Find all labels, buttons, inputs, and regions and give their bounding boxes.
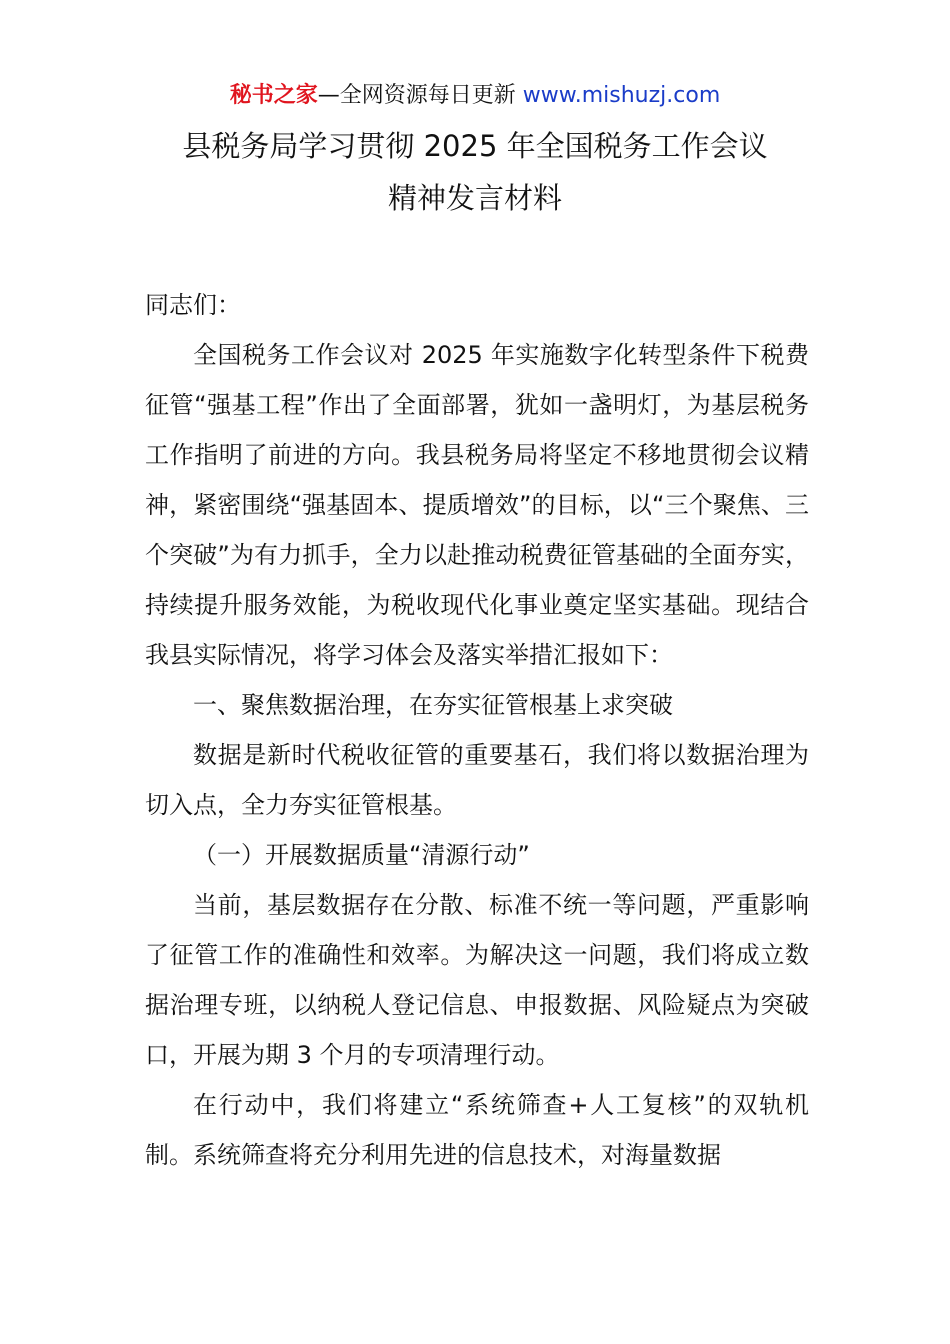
document-title-line-2: 精神发言材料 [387, 181, 562, 215]
document-title-line-1: 县税务局学习贯彻 2025 年全国税务工作会议 [182, 129, 768, 163]
subsection-heading-1: （一）开展数据质量“清源行动” [193, 841, 530, 869]
paragraph-intro: 全国税务工作会议对 2025 年实施数字化转型条件下税费征管“强基工程”作出了全面部署，犹如一盏明灯，为基层税务工作指明了前进的方向。我县税务局将坚定不移地贯彻会议精神，紧密围绕“强基固本、提质增效”的目标，以“三个聚焦、三个突破”为有力抓手，全力以赴推动税费征管基础的全面夯实，持续提升服务效能，为税收现代化事业奠定坚实基础。现结合我县实际情况，将学习体会及落实举措汇报如下： [145, 341, 809, 669]
salutation: 同志们： [145, 291, 241, 319]
document-body [145, 280, 809, 1180]
brand-name: 秘书之家 [229, 83, 318, 108]
paragraph-section-1: 数据是新时代税收征管的重要基石，我们将以数据治理为切入点，全力夯实征管根基。 [145, 741, 809, 819]
banner-tagline: —全网资源每日更新 [317, 83, 523, 108]
paragraph-current-issues: 当前，基层数据存在分散、标准不统一等问题，严重影响了征管工作的准确性和效率。为解决这一问题，我们将成立数据治理专班，以纳税人登记信息、申报数据、风险疑点为突破口，开展为期 3 个月的专项清理行动。 [145, 891, 809, 1069]
site-banner [0, 80, 950, 112]
site-url-link[interactable]: www.mishuzj.com [522, 83, 721, 108]
paragraph-dual-track: 在行动中，我们将建立“系统筛查+人工复核”的双轨机制。系统筛查将充分利用先进的信息技术，对海量数据 [145, 1091, 809, 1169]
section-heading-1: 一、聚焦数据治理，在夯实征管根基上求突破 [193, 691, 673, 719]
